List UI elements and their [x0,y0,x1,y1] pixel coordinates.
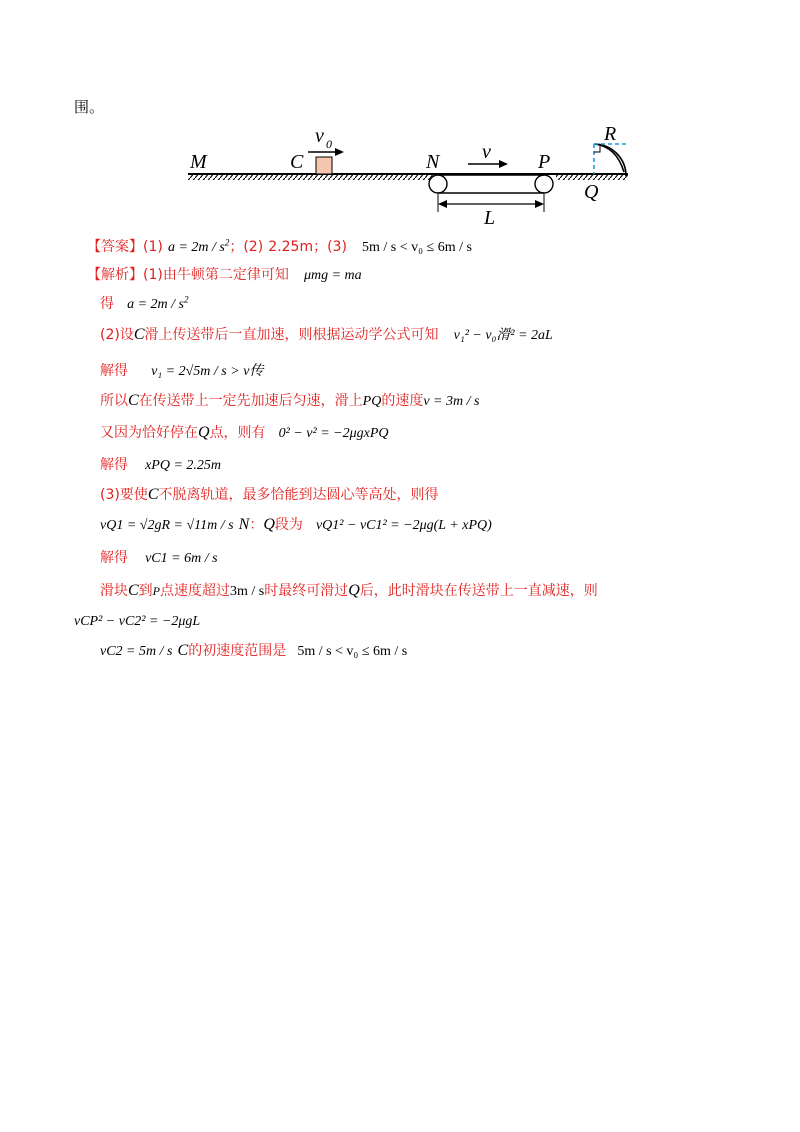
analysis-line-13: vC2 = 5m / s C的初速度范围是 5m / s < v₀ ≤ 6m / s [100,642,408,659]
analysis-line-1: 【解析】(1)由牛顿第二定律可知 μmg = ma [87,267,362,283]
label-v: v [482,141,491,163]
top-fragment: 围。 [74,98,105,116]
conveyor-diagram [170,118,640,230]
analysis-line-10: 解得 vC1 = 6m / s [100,550,218,566]
block-c [316,157,332,174]
analysis-line-4: 解得 v₁ = 2√5m / s > v传 [100,363,264,379]
label-v0: v [315,125,324,147]
answer-2-val: 2.25m [268,239,314,255]
answer-line: 【答案】(1) $a = 2m / s^2$；(2) 2.25m；(3) 5m / s < v₀ ≤ 6m / s [87,237,472,255]
roller-left [429,175,447,193]
roller-right [535,175,553,193]
analysis-line-3: (2)设C滑上传送带后一直加速，则根据运动学公式可知 v₁² − v₀滑² = 2aL [100,326,553,343]
label-l: L [484,207,496,229]
label-m: M [190,151,207,173]
ground-hatch-left [188,175,436,180]
analysis-line-5: 所以C在传送带上一定先加速后匀速，滑上PQ的速度v = 3m / s [100,392,480,409]
analysis-tag: 【解析】 [87,267,143,283]
answer-a-eq: $a = 2m / s^2$ [167,237,230,255]
label-r: R [604,123,617,145]
label-p: P [538,151,551,173]
label-v0-sub: 0 [326,137,332,151]
circular-track [594,144,626,176]
analysis-line-2: 得 $a = 2m / s^2$ [100,294,189,312]
analysis-line-9: vQ1 = √2gR = √11m / s N：Q段为 vQ1² − vC1² = −2μg(L + xPQ) [100,516,492,533]
label-q: Q [584,181,599,203]
answer-range: 5m / s < v₀ ≤ 6m / s [362,240,472,255]
analysis-line-7: 解得 xPQ = 2.25m [100,457,222,473]
ground-hatch-right [556,175,628,180]
label-n: N [426,151,440,173]
label-c: C [290,151,304,173]
analysis-line-6: 又因为恰好停在Q点，则有 0² − v² = −2μgxPQ [100,424,389,441]
analysis-line-8: (3)要使C不脱离轨道，最多恰能到达圆心等高处，则得 [100,486,439,503]
analysis-line-12: vCP² − vC2² = −2μgL [74,614,201,629]
answer-tag: 【答案】 [87,239,143,255]
analysis-line-11: 滑块C到P点速度超过3m / s时最终可滑过Q后，此时滑块在传送带上一直减速，则 [100,582,598,599]
